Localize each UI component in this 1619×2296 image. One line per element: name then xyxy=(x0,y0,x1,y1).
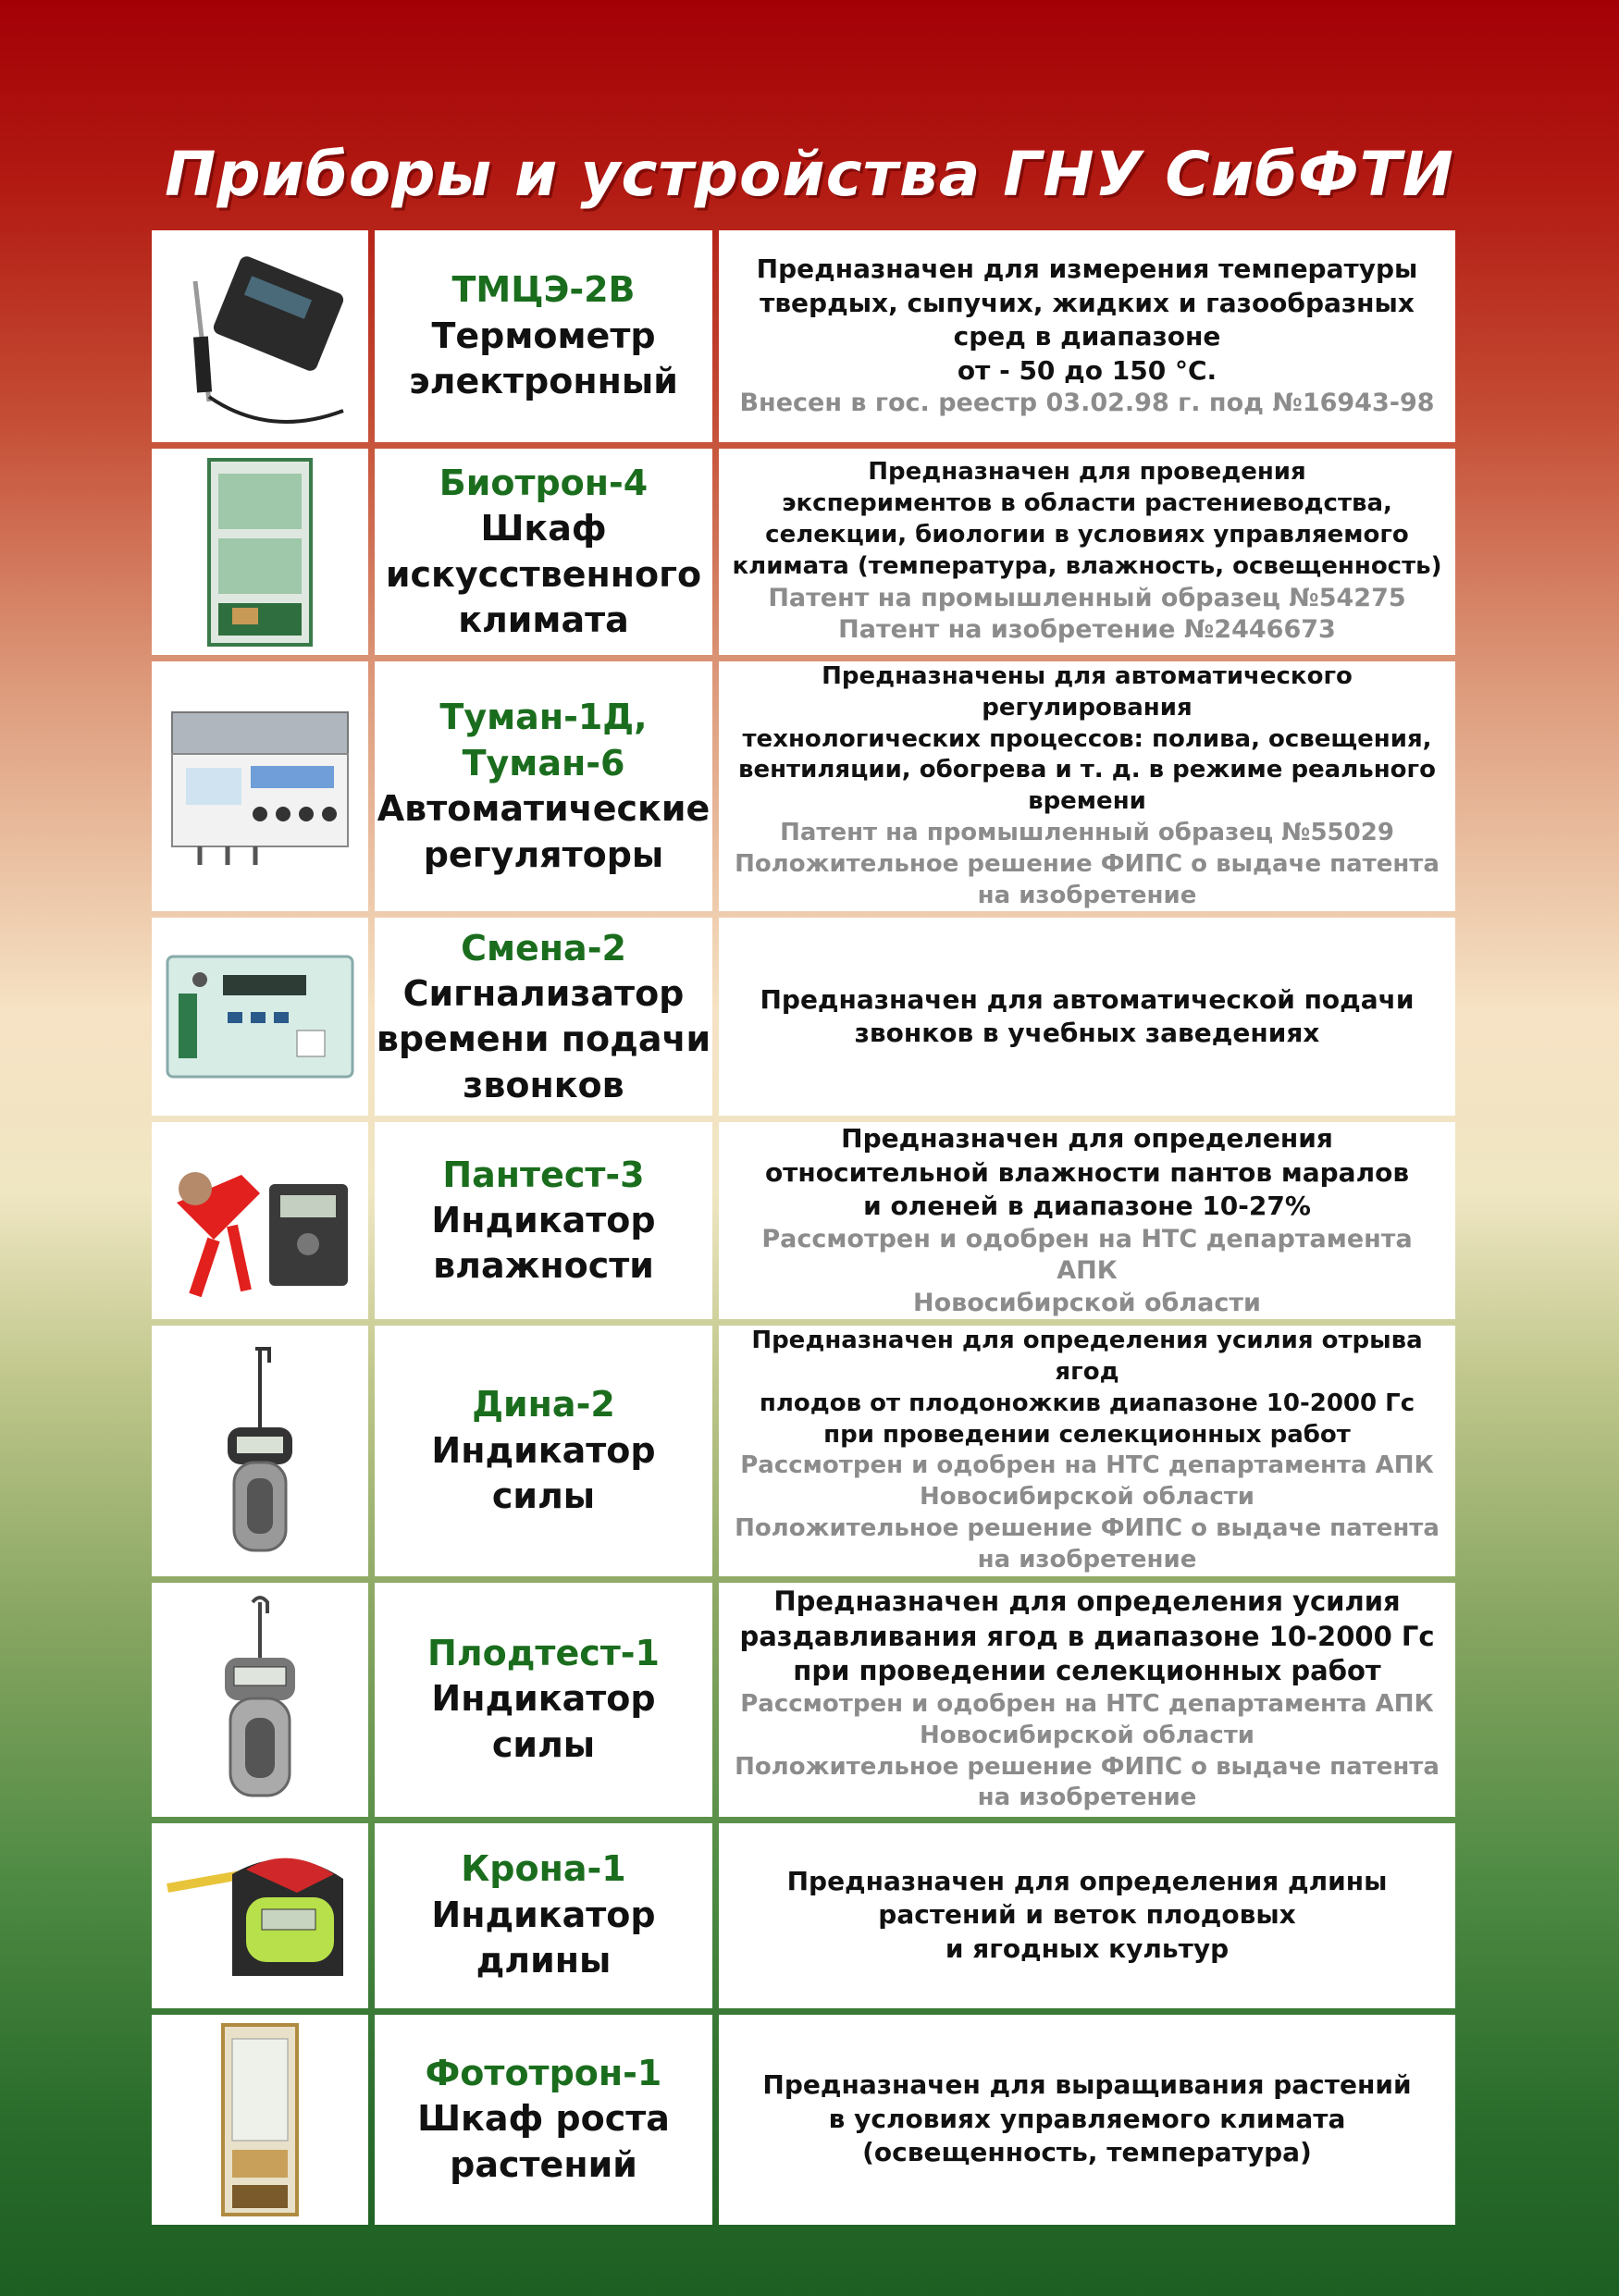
description-line: климата (температура, влажность, освещенность) xyxy=(732,551,1442,580)
device-description-cell xyxy=(719,1823,1455,2008)
description-line: экспериментов в области растениеводства, xyxy=(782,489,1392,518)
description-line: Предназначен для определения усилия xyxy=(773,1585,1401,1617)
thermometer-device-icon xyxy=(158,244,362,429)
description-line: звонков в учебных заведениях xyxy=(854,1018,1320,1049)
table-row xyxy=(152,1122,1455,1319)
description-line: сред в диапазоне xyxy=(953,321,1221,352)
description-line: (освещенность, температура) xyxy=(862,2137,1312,2168)
note-line: Патент на изобретение №2446673 xyxy=(838,615,1336,645)
device-name-cell xyxy=(375,661,712,911)
device-name: Смена-2 xyxy=(461,927,626,969)
note-line: на изобретение xyxy=(977,1545,1197,1574)
device-type-line: Шкаф роста xyxy=(417,2098,670,2140)
device-description-cell xyxy=(719,230,1455,442)
table-row xyxy=(152,1823,1455,2008)
device-type-line: Термометр xyxy=(431,315,656,356)
device-name: Плодтест-1 xyxy=(427,1632,660,1673)
description-line: и ягодных культур xyxy=(945,1932,1230,1964)
device-type-line: силы xyxy=(491,1475,596,1517)
device-name-cell xyxy=(375,1326,712,1575)
device-description-cell xyxy=(719,661,1455,911)
note-line: на изобретение xyxy=(977,881,1197,909)
description-line: относительной влажности пантов маралов xyxy=(764,1156,1410,1188)
device-type-line: регуляторы xyxy=(423,833,664,875)
device-name-cell xyxy=(375,1122,712,1319)
device-type-line: Индикатор xyxy=(431,1429,656,1471)
device-type-line: звонков xyxy=(463,1064,624,1105)
device-image-cell xyxy=(152,918,368,1116)
device-image-cell xyxy=(152,661,368,911)
description-line: Предназначен для выращивания растений xyxy=(762,2069,1412,2101)
device-type-line: Индикатор xyxy=(431,1678,656,1720)
note-line: Рассмотрен и одобрен на НТС департамента АПК xyxy=(761,1224,1413,1286)
device-type-line: растений xyxy=(450,2143,637,2185)
tape-measure-icon xyxy=(158,1837,362,1994)
description-line: при проведении селекционных работ xyxy=(793,1655,1381,1687)
description-line: технологических процессов: полива, освещения, xyxy=(742,724,1432,753)
table-row xyxy=(152,449,1455,655)
description-line: и оленей в диапазоне 10-27% xyxy=(863,1191,1311,1222)
note-line: Новосибирской области xyxy=(919,1483,1255,1512)
table-row xyxy=(152,1326,1455,1575)
device-name: Пантест-3 xyxy=(442,1154,645,1195)
device-name-cell xyxy=(375,1583,712,1817)
description-line: Предназначены для автоматического регулирования xyxy=(822,662,1353,722)
device-name: ТМЦЭ-2В xyxy=(451,269,636,311)
description-line: Предназначен для определения усилия отрыва ягод xyxy=(751,1327,1423,1386)
device-type-line: времени подачи xyxy=(376,1018,711,1060)
table-row xyxy=(152,1583,1455,1817)
description-line: раздавливания ягод в диапазоне 10-2000 Гс xyxy=(739,1620,1435,1652)
growth-cabinet-icon xyxy=(209,2020,311,2219)
description-line: плодов от плодоножкив диапазоне 10-2000 Гс xyxy=(759,1389,1415,1417)
device-name-2: Туман-6 xyxy=(462,742,625,784)
device-type-line: электронный xyxy=(409,361,678,402)
description-line: времени xyxy=(1028,787,1146,816)
hook-scale-icon xyxy=(204,1344,315,1557)
device-name-cell xyxy=(375,918,712,1116)
device-type-line: Шкаф xyxy=(480,508,607,549)
device-name-cell xyxy=(375,2015,712,2225)
device-type-line: Индикатор xyxy=(431,1200,656,1241)
description-line: Предназначен для проведения xyxy=(868,458,1306,487)
description-line: Предназначен для определения длины xyxy=(786,1865,1388,1896)
device-description-cell xyxy=(719,1583,1455,1817)
device-name-cell xyxy=(375,1823,712,2008)
note-line: Новосибирской области xyxy=(913,1288,1261,1317)
description-line: Предназначен для автоматической подачи xyxy=(760,983,1415,1015)
note-line: Положительное решение ФИПС о выдаче патента xyxy=(735,849,1440,878)
device-type-line: искусственного xyxy=(385,553,702,595)
table-row xyxy=(152,918,1455,1116)
description-line: Предназначен для измерения температуры xyxy=(756,253,1418,285)
table-row xyxy=(152,661,1455,911)
description-line: при проведении селекционных работ xyxy=(823,1420,1351,1449)
device-type-line: Автоматические xyxy=(377,788,711,830)
page-title: Приборы и устройства ГНУ СибФТИ xyxy=(165,139,1454,210)
signal-box-icon xyxy=(158,938,362,1095)
climate-cabinet-icon xyxy=(191,455,329,649)
force-gauge-icon xyxy=(204,1593,315,1806)
note-line: Новосибирской области xyxy=(919,1721,1255,1749)
device-image-cell xyxy=(152,1122,368,1319)
device-type-line: Сигнализатор xyxy=(402,972,685,1014)
device-image-cell xyxy=(152,2015,368,2225)
devices-table xyxy=(145,224,1462,2231)
device-name-cell xyxy=(375,449,712,655)
description-line: растений и веток плодовых xyxy=(878,1899,1296,1931)
device-image-cell xyxy=(152,230,368,442)
control-panel-icon xyxy=(158,703,362,870)
device-image-cell xyxy=(152,1583,368,1817)
humidity-clamp-icon xyxy=(158,1138,362,1304)
device-name: Дина-2 xyxy=(472,1384,615,1426)
note-line: на изобретение xyxy=(977,1784,1197,1812)
description-line: в условиях управляемого климата xyxy=(828,2103,1346,2134)
device-name: Биотрон-4 xyxy=(439,462,649,503)
description-line: от - 50 до 150 °С. xyxy=(957,354,1217,386)
note-line: Внесен в гос. реестр 03.02.98 г. под №16943-98 xyxy=(739,389,1435,417)
note-line: Патент на промышленный образец №54275 xyxy=(768,583,1406,612)
device-type-line: силы xyxy=(491,1723,596,1765)
device-type-line: Индикатор xyxy=(431,1894,656,1935)
table-row xyxy=(152,230,1455,442)
device-description-cell xyxy=(719,449,1455,655)
device-image-cell xyxy=(152,1823,368,2008)
device-image-cell xyxy=(152,1326,368,1575)
device-description-cell xyxy=(719,1122,1455,1319)
device-name-cell xyxy=(375,230,712,442)
device-name: Туман-1Д, xyxy=(439,697,648,738)
note-line: Положительное решение ФИПС о выдаче патента xyxy=(735,1752,1440,1781)
device-type-line: влажности xyxy=(433,1245,654,1287)
note-line: Рассмотрен и одобрен на НТС департамента АПК xyxy=(740,1451,1434,1480)
description-line: вентиляции, обогрева и т. д. в режиме реального xyxy=(738,756,1436,784)
table-row xyxy=(152,2015,1455,2225)
note-line: Рассмотрен и одобрен на НТС департамента АПК xyxy=(740,1690,1434,1718)
device-description-cell xyxy=(719,2015,1455,2225)
description-line: Предназначен для определения xyxy=(841,1123,1333,1154)
device-description-cell xyxy=(719,918,1455,1116)
note-line: Положительное решение ФИПС о выдаче патента xyxy=(735,1513,1440,1542)
description-line: твердых, сыпучих, жидких и газообразных xyxy=(760,287,1415,318)
device-name: Фототрон-1 xyxy=(425,2052,662,2093)
device-type-line: климата xyxy=(458,599,629,640)
device-image-cell xyxy=(152,449,368,655)
device-name: Крона-1 xyxy=(461,1848,626,1890)
description-line: селекции, биологии в условиях управляемого xyxy=(765,520,1409,549)
device-type-line: длины xyxy=(476,1940,612,1981)
device-description-cell xyxy=(719,1326,1455,1575)
note-line: Патент на промышленный образец №55029 xyxy=(780,818,1394,846)
